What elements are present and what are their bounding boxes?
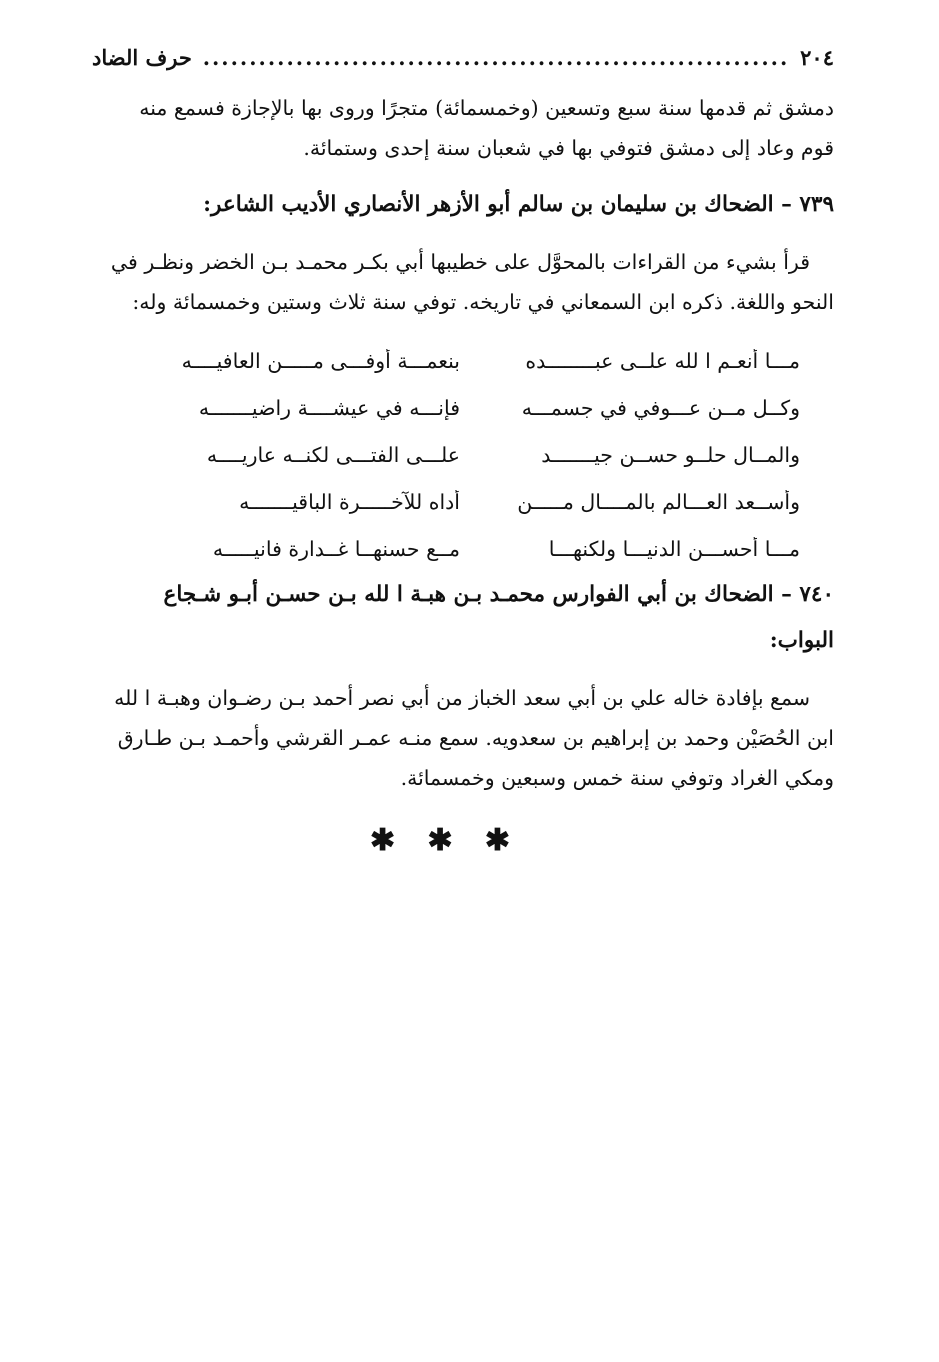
verse-second-hemistich: أداه للآخـــــرة الباقيـــــــه [239,489,460,514]
text-line: دمشق ثم قدمها سنة سبع وتسعين (وخمسمائة) متجرًا وروى بها بالإجازة فسمع منه [139,96,834,120]
verse-second-hemistich: فإنـــه في عيشــــة راضيـــــــه [198,395,460,420]
poem [140,337,800,572]
continuation-paragraph [92,88,834,168]
chapter-title: حرف الضاد [92,45,192,70]
page-header [92,38,834,78]
asterisk-icon: ✱ [370,822,396,858]
entry-title: ٧٤٠ – الضحاك بن أبي الفوارس محمـد بـن هبـة ا لله بـن حسـن أبـو شـجاع [163,582,834,607]
poem-verse [140,337,800,384]
page-number: ٢٠٤ [800,45,834,70]
poem-verse [140,478,800,525]
text-line: قوم وعاد إلى دمشق فتوفي بها في شعبان سنة إحدى وستمائة. [303,136,834,160]
header-dots: ............................................................... [202,45,790,70]
verse-first-hemistich: وأســعد العـــالم بالمــــال مـــــن [517,489,800,514]
verse-second-hemistich: بنعمـــة أوفـــى مـــــن العافيــــه [181,348,460,373]
text-line: سمع بإفادة خاله علي بن أبي سعد الخباز من أبي نصر أحمد بـن رضـوان وهبـة ا لله [114,686,810,710]
verse-second-hemistich: علـــى الفتـــى لكنــه عاريــــه [206,442,460,467]
poem-verse [140,525,800,572]
text-line: قرأ بشيء من القراءات بالمحوَّل على خطيبها أبي بكـر محمـد بـن الخضر ونظـر في [110,250,810,274]
text-line: ابن الحُصَيْن وحمد بن إبراهيم بن سعدويه. سمع منـه عمـر القرشي وأحمـد بـن طـارق [117,726,834,750]
entry-739-body [92,242,834,322]
poem-verse [140,431,800,478]
asterisk-icon: ✱ [427,822,453,858]
entry-title: ٧٣٩ – الضحاك بن سليمان بن سالم أبو الأزهر الأنصاري الأديب الشاعر: [203,192,834,217]
entry-740-title [92,572,834,664]
text-line: ومكي الغراد وتوفي سنة خمس وسبعين وخمسمائة. [400,766,834,790]
verse-second-hemistich: مــع حسنهــا غــدارة فانيـــــه [212,536,460,561]
entry-740-body [92,678,834,798]
verse-first-hemistich: والمــال حلــو حســن جيـــــــد [541,442,800,467]
asterisk-icon: ✱ [484,822,510,858]
text-line: النحو واللغة. ذكره ابن السمعاني في تاريخه. توفي سنة ثلاث وستين وخمسمائة وله: [132,290,834,314]
entry-title: البواب: [769,628,834,653]
entry-739-title [92,182,834,228]
verse-first-hemistich: مـــا أنعـم ا لله علــى عبــــــــده [525,348,800,373]
verse-first-hemistich: وكــل مــن عـــوفي في جسمـــه [521,395,800,420]
verse-first-hemistich: مـــا أحســـن الدنيـــا ولكنهـــا [548,536,800,561]
section-separator [370,822,510,858]
poem-verse [140,384,800,431]
